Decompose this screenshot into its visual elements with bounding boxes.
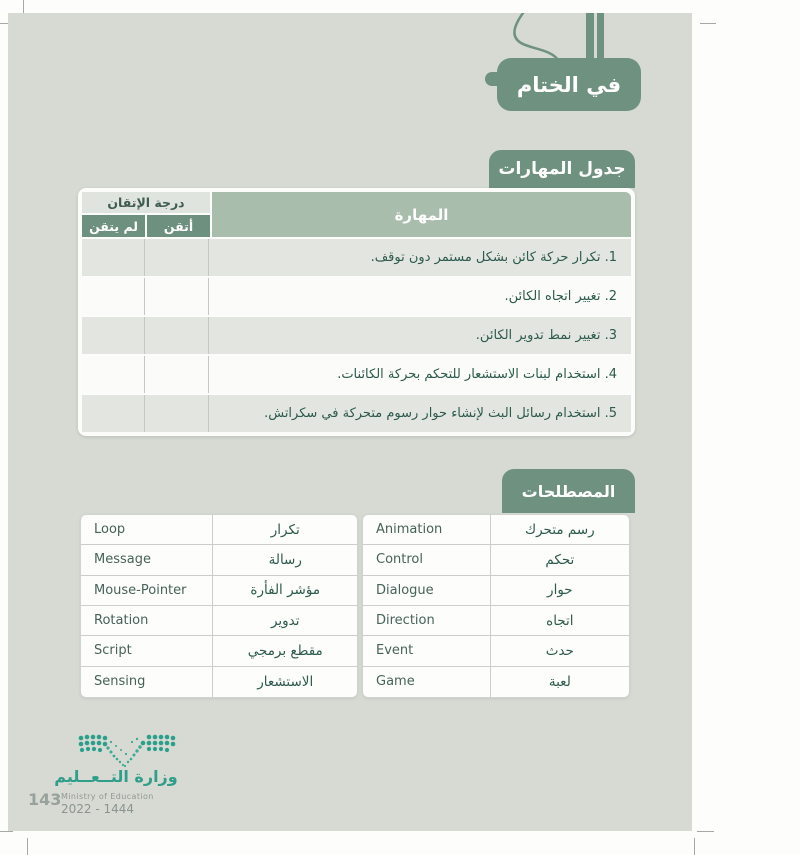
mastery-degree-header: درجة الإتقان — [82, 192, 210, 213]
term-ar: تحكم — [545, 551, 575, 568]
term-en: Direction — [363, 606, 491, 635]
glossary-row — [81, 545, 357, 575]
mastered-cell — [145, 395, 209, 432]
crop-mark — [27, 838, 28, 855]
term-ar: حوار — [547, 582, 573, 599]
glossary-row — [363, 545, 629, 575]
term-en: Script — [81, 636, 213, 665]
term-en: Event — [363, 636, 491, 665]
term-ar: تكرار — [270, 521, 300, 538]
term-en: Rotation — [81, 606, 213, 635]
glossary-row — [81, 636, 357, 666]
skill-row — [82, 317, 631, 354]
term-en: Game — [363, 667, 491, 697]
skill-row — [82, 395, 631, 432]
glossary-row — [363, 606, 629, 636]
chapter-badge-label: في الختام — [516, 72, 622, 97]
skill-text: 3. تغيير نمط تدوير الكائن. — [475, 328, 617, 343]
skill-text: 4. استخدام لبنات الاستشعار للتحكم بحركة الكائنات. — [337, 367, 617, 382]
term-ar: مقطع برمجي — [247, 642, 323, 659]
crop-mark — [694, 838, 695, 855]
skill-column-header: المهارة — [212, 192, 631, 237]
crop-mark — [0, 831, 13, 832]
edition-year: 2022 - 1444 — [61, 802, 135, 816]
skill-text: 2. تغيير اتجاه الكائن. — [504, 289, 617, 304]
ministry-name-arabic: وزارة التــعــليم — [54, 767, 178, 786]
not-mastered-cell — [82, 317, 145, 354]
term-en: Control — [363, 545, 491, 574]
skill-text: 5. استخدام رسائل البث لإنشاء حوار رسوم متحركة في سكراتش. — [264, 406, 617, 421]
not-mastered-cell — [82, 395, 145, 432]
term-ar: الاستشعار — [257, 673, 314, 690]
skill-row — [82, 239, 631, 276]
page-number: 143 — [28, 790, 62, 809]
glossary-table-left — [80, 514, 358, 698]
cord-icon — [503, 13, 573, 63]
glossary-row — [81, 576, 357, 606]
not-mastered-cell — [82, 239, 145, 276]
term-ar: اتجاه — [546, 612, 574, 629]
term-ar: حدث — [545, 642, 574, 659]
glossary-row — [363, 576, 629, 606]
skill-row — [82, 278, 631, 315]
crop-mark — [697, 831, 714, 832]
book-page — [8, 13, 692, 831]
not-mastered-header: لم يتقن — [82, 215, 145, 237]
ministry-name-english: Ministry of Education — [61, 792, 154, 801]
skills-table — [78, 188, 635, 436]
glossary-row — [363, 667, 629, 697]
skills-table-header — [82, 192, 631, 237]
chapter-badge — [497, 58, 641, 111]
glossary-row — [81, 515, 357, 545]
not-mastered-cell — [82, 356, 145, 393]
skill-text: 1. تكرار حركة كائن بشكل مستمر دون توقف. — [370, 250, 617, 265]
moe-dots-logo-icon — [76, 733, 178, 771]
not-mastered-cell — [82, 278, 145, 315]
skills-section-banner — [489, 150, 635, 188]
glossary-row — [81, 606, 357, 636]
terms-banner-label: المصطلحات — [521, 481, 616, 501]
sign-post-icon — [597, 13, 604, 61]
term-en: Loop — [81, 515, 213, 544]
crop-mark — [700, 23, 716, 24]
sign-post-icon — [586, 13, 594, 61]
mastered-cell — [145, 239, 209, 276]
term-ar: رسالة — [268, 551, 302, 568]
term-en: Sensing — [81, 667, 213, 697]
term-en: Dialogue — [363, 576, 491, 605]
glossary-row — [363, 636, 629, 666]
mastered-header: أتقن — [147, 215, 210, 237]
term-ar: رسم متحرك — [524, 521, 595, 538]
term-en: Mouse-Pointer — [81, 576, 213, 605]
term-en: Animation — [363, 515, 491, 544]
mastered-cell — [145, 278, 209, 315]
glossary-table-right — [362, 514, 630, 698]
terms-section-banner — [502, 469, 635, 513]
glossary-row — [81, 667, 357, 697]
term-ar: تدوير — [270, 612, 300, 629]
mastered-cell — [145, 356, 209, 393]
mastered-cell — [145, 317, 209, 354]
term-en: Message — [81, 545, 213, 574]
glossary-row — [363, 515, 629, 545]
skills-banner-label: جدول المهارات — [498, 159, 626, 179]
skill-row — [82, 356, 631, 393]
term-ar: مؤشر الفأرة — [250, 582, 321, 599]
term-ar: لعبة — [548, 673, 571, 690]
